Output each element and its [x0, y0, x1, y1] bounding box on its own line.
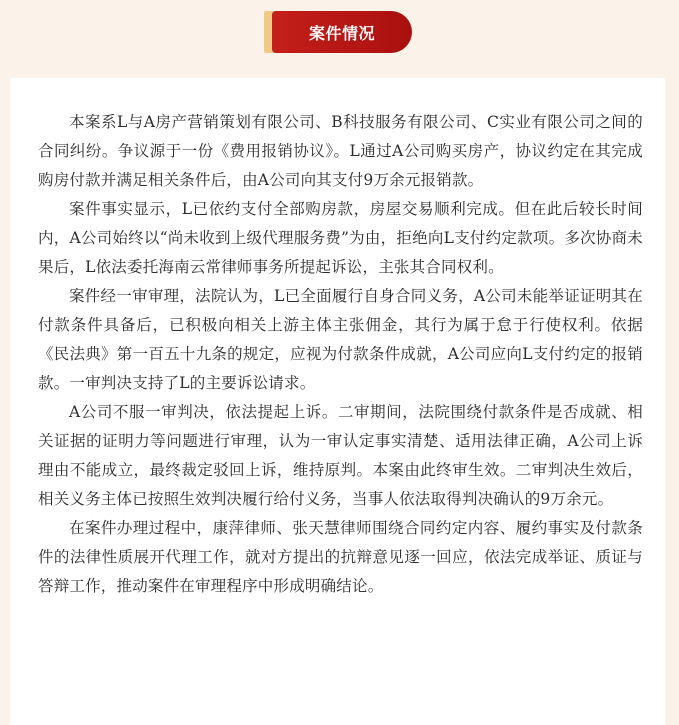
- paragraph-lawyer-work: 在案件办理过程中，康萍律师、张天慧律师围绕合同约定内容、履约事实及付款条件的法律性质展开代理工作，就对方提出的抗辩意见逐一回应，依法完成举证、质证与答辩工作，推动案件在审理程序中形成明确结论。: [38, 519, 643, 595]
- paragraph-case-facts: 案件事实显示，L已依约支付全部购房款，房屋交易顺利完成。但在此后较长时间内，A公司始终以“尚未收到上级代理服务费”为由，拒绝向L支付约定款项。多次协商未果后，L依法委托海南云常律师事务所提起诉讼，主张其合同权利。: [38, 200, 643, 276]
- paragraph-first-instance: 案件经一审审理，法院认为，L已全面履行自身合同义务，A公司未能举证证明其在付款条件具备后，已积极向相关上游主体主张佣金，其行为属于怠于行使权利。依据《民法典》第一百五十九条的规定，应视为付款条件成就，A公司应向L支付约定的报销款。一审判决支持了L的主要诉讼请求。: [38, 287, 643, 392]
- section-title: 案件情况: [308, 23, 375, 43]
- section-header: [264, 11, 412, 53]
- paragraph-second-instance: A公司不服一审判决，依法提起上诉。二审期间，法院围绕付款条件是否成就、相关证据的证明力等问题进行审理，认为一审认定事实清楚、适用法律正确，A公司上诉理由不能成立，最终裁定驳回上诉，维持原判。本案由此终审生效。二审判决生效后，相关义务主体已按照生效判决履行给付义务，当事人依法取得判决确认的9万余元。: [38, 403, 643, 508]
- paragraph-case-overview: 本案系L与A房产营销策划有限公司、B科技服务有限公司、C实业有限公司之间的合同纠纷。争议源于一份《费用报销协议》。L通过A公司购买房产，协议约定在其完成购房付款并满足相关条件后，由A公司向其支付9万余元报销款。: [38, 113, 643, 189]
- case-description-card: [10, 78, 665, 725]
- section-title-badge: [272, 11, 412, 53]
